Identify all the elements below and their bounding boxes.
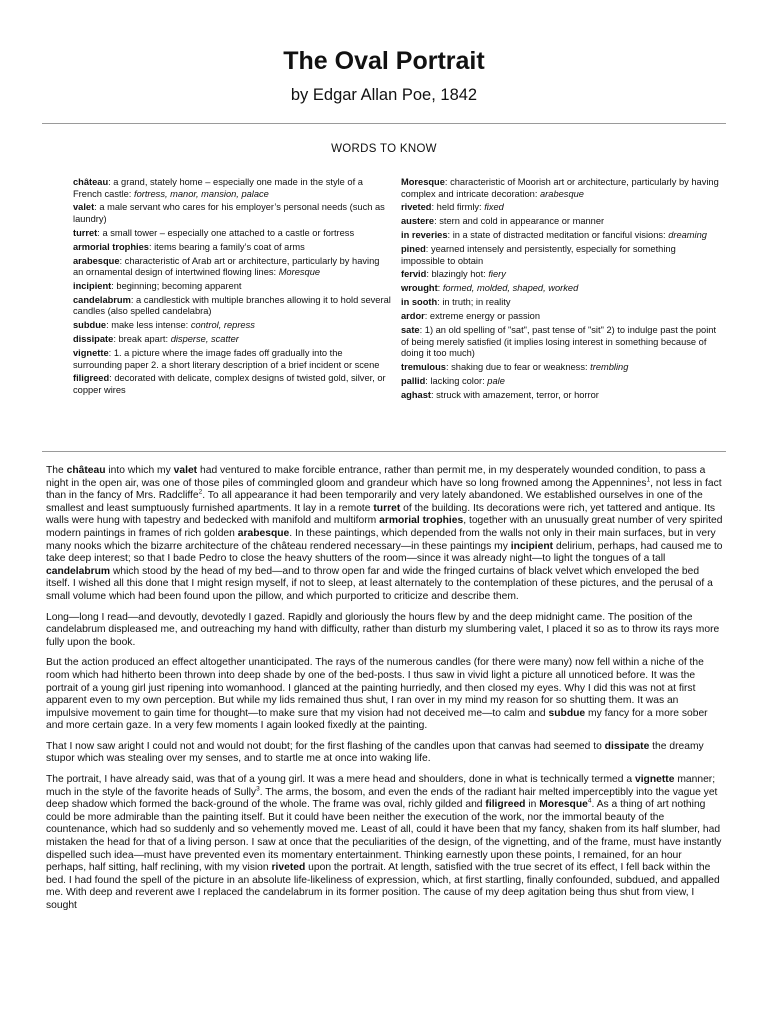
story-paragraph: Long—long I read—and devoutly, devotedly I gazed. Rapidly and gloriously the hours flew by and the deep midnight came. The position of the candelabrum displeased me, and outreaching my hand with difficulty, rather than disturb my slumbering valet, I placed it so as to throw its rays more fully upon the book. xyxy=(46,611,720,648)
text: in xyxy=(525,799,540,811)
text: . The arms, the bosom, and even the ends of the radiant hair melted imperceptibly into the vague yet deep shadow which formed the back-ground of the whole. The frame was oval, richly gilded and xyxy=(46,786,718,811)
glossary-synonyms: fortress, manor, mansion, palace xyxy=(133,188,269,199)
vocab-word: riveted xyxy=(271,862,306,874)
glossary-entry xyxy=(73,295,391,318)
glossary-left-column xyxy=(73,177,391,399)
glossary-entry xyxy=(401,362,719,374)
text: of the building. Its decorations were rich, yet tattered and antique. Its walls were hung with tapestry and bedecked with manifold and multiform xyxy=(46,502,716,527)
glossary-definition: : stern and cold in appearance or manner xyxy=(434,216,605,227)
text: That I now saw aright I could not and would not doubt; for the first flashing of the candles upon that canvas had seemed to xyxy=(46,740,605,752)
glossary-term: in sooth xyxy=(401,297,438,308)
glossary-entry xyxy=(73,202,391,225)
glossary-definition: : 1. a picture where the image fades off gradually into the surrounding paper 2. a short literary description of a brief incident or scene xyxy=(73,348,380,370)
glossary-entry xyxy=(401,202,719,214)
glossary-term: riveted xyxy=(401,202,432,213)
glossary-term: filigreed xyxy=(73,373,110,384)
glossary-term: candelabrum xyxy=(73,294,131,305)
text: into which my xyxy=(105,465,174,476)
glossary-synonyms: disperse, scatter xyxy=(170,334,239,345)
glossary-entry xyxy=(401,390,719,402)
glossary-definition: : decorated with delicate, complex designs of twisted gold, silver, or copper wires xyxy=(73,373,386,395)
glossary-entry xyxy=(401,177,719,200)
footnote-marker: 4 xyxy=(587,797,592,805)
glossary-definition: : a male servant who cares for his employer’s personal needs (such as laundry) xyxy=(73,202,385,224)
glossary-definition: : struck with amazement, terror, or horror xyxy=(430,389,599,400)
glossary-right-column xyxy=(401,177,719,404)
glossary-entry xyxy=(73,256,391,279)
glossary-term: château xyxy=(73,177,109,187)
text: But the action produced an effect altogether unanticipated. The rays of the numerous candles (for there were many) now fell within a niche of the room which had hitherto been thrown into deep shade by one of the bed-posts. I thus saw in vivid light a picture all unnoticed before. It was the portrait of a young girl just ripening into womanhood. I glanced at the painting hurriedly, and then closed my eyes. Why I did this was not at first apparent even to my own perception. But while my lids remained thus shut, I ran over in my mind my reason for so shutting them. It was an impulsive movement to gain time for thought—to make sure that my vision had not deceived me—to calm and xyxy=(46,657,704,719)
glossary-synonyms: dreaming xyxy=(668,230,707,241)
footnote-marker: 1 xyxy=(646,476,651,484)
glossary-definition: : characteristic of Moorish art or architecture, particularly by having complex and intricate decoration: xyxy=(401,177,719,199)
glossary-term: in reveries xyxy=(401,230,448,241)
glossary-entry xyxy=(401,283,719,295)
vocab-word: armorial trophies xyxy=(379,515,464,527)
glossary-definition: : extreme energy or passion xyxy=(424,311,541,322)
glossary-term: wrought xyxy=(401,283,438,294)
glossary-definition: : 1) an old spelling of "sat", past tense of "sit" 2) to indulge past the point of being merely satisfied (it implies losing interest in something because of doing it too much) xyxy=(401,325,717,359)
footnote-marker: 2 xyxy=(198,488,203,496)
text: . To all appearance it had been temporarily and very lately abandoned. We established ourselves in one of the smallest and least sumptuously furnished apartments. It lay in a remote xyxy=(46,490,703,514)
glossary-term: tremulous xyxy=(401,361,446,372)
glossary-definition: : yearned intensely and persistently, especially for something impossible to obtain xyxy=(401,244,676,266)
glossary-entry xyxy=(73,320,391,332)
text: manner; much in the style of the favorite heads of Sully xyxy=(46,774,716,798)
glossary-entry xyxy=(73,228,391,240)
text: . As a thing of art nothing could be more admirable than the painting itself. But it could have been neither the execution of the work, nor the immortal beauty of the countenance, which had so suddenly and so vehemently moved me. Least of all, could it have been that my fancy, shaken from its half slumber, had mistaken the head for that of a living person. I saw at once that the peculiarities of the design, of the vignetting, and of the frame, must have instantly dispelled such idea—must have prevented even its momentary entertainment. Thinking earnestly upon these points, I remained, for an hour perhaps, half sitting, half reclining, with my vision xyxy=(46,799,722,874)
glossary-term: sate xyxy=(401,325,420,336)
text: my fancy for a more sober and more certain gaze. In a very few moments I again looked fixedly at the painting. xyxy=(46,707,708,732)
glossary-entry xyxy=(73,334,391,346)
text: , not less in fact than in the fancy of Mrs. Radcliffe xyxy=(46,477,722,502)
glossary-definition: : in truth; in reality xyxy=(437,297,511,308)
glossary-term: pined xyxy=(401,244,426,255)
glossary-entry xyxy=(73,348,391,371)
text: The portrait, I have already said, was that of a young girl. It was a mere head and shoulders, done in what is technically termed a xyxy=(46,774,635,786)
glossary-term: aghast xyxy=(401,389,431,400)
glossary-synonyms: Moresque xyxy=(278,267,321,278)
glossary-entry xyxy=(401,216,719,228)
vocab-word: subdue xyxy=(548,707,586,719)
words-to-know-heading: WORDS TO KNOW xyxy=(331,143,437,155)
vocab-word: turret xyxy=(373,502,401,514)
vocab-word: Moresque xyxy=(539,799,588,811)
byline: by Edgar Allan Poe, 1842 xyxy=(290,86,478,104)
glossary-term: pallid xyxy=(401,375,426,386)
vocab-word: incipient xyxy=(510,540,554,552)
text: delirium, perhaps, had caused me to take deep interest; so that I bade Pedro to close the heavy shutters of the room—since it was already night—to light the tongues of a tall xyxy=(46,540,723,565)
glossary-definition: : a grand, stately home – especially one made in the style of a French castle: xyxy=(73,177,363,199)
vocab-word: château xyxy=(66,465,106,476)
story-paragraph xyxy=(46,741,724,766)
glossary-synonyms: trembling xyxy=(590,361,629,372)
glossary-definition: : items bearing a family’s coat of arms xyxy=(148,241,305,252)
glossary-entry xyxy=(73,242,391,254)
glossary-synonyms: fixed xyxy=(484,202,504,213)
text: , together with an unusually great number of very spirited modern paintings in frames of rich golden xyxy=(46,515,723,539)
vocab-word: valet xyxy=(173,465,198,476)
divider-top xyxy=(42,123,726,124)
vocab-word: candelabrum xyxy=(46,565,111,577)
footnote-marker: 3 xyxy=(256,785,260,793)
glossary-entry xyxy=(401,297,719,309)
glossary-entry xyxy=(73,373,391,396)
glossary-definition: : in a state of distracted meditation or fanciful visions: xyxy=(447,230,669,241)
glossary-term: armorial trophies xyxy=(73,241,149,252)
glossary-definition: : make less intense: xyxy=(106,320,191,331)
glossary-term: Moresque xyxy=(401,177,445,187)
glossary-term: incipient xyxy=(73,280,112,291)
glossary-entry xyxy=(73,281,391,293)
glossary-term: valet xyxy=(73,202,95,213)
text: the dreamy stupor which was stealing over my senses, and to startle me at once into waking life. xyxy=(46,740,704,765)
glossary-definition: : characteristic of Arab art or architecture, particularly by having an ornamental design of intertwined flowing lines: xyxy=(73,255,380,278)
glossary-definition: : shaking due to fear or weakness: xyxy=(445,361,591,372)
glossary-term: austere xyxy=(401,216,435,227)
glossary-term: subdue xyxy=(73,320,107,331)
glossary-definition: : lacking color: xyxy=(425,375,488,386)
glossary-synonyms: arabesque xyxy=(540,188,584,199)
text: . In these paintings, which depended from the walls not only in their main surfaces, but in very many nooks which the bizarre architecture of the château rendered necessary—in these paintings my xyxy=(46,527,716,552)
glossary-entry xyxy=(401,376,719,388)
glossary-entry xyxy=(401,244,719,267)
glossary-definition: : beginning; becoming apparent xyxy=(111,280,242,291)
glossary-synonyms: pale xyxy=(487,375,505,386)
glossary-term: ardor xyxy=(401,311,425,322)
glossary-synonyms: control, repress xyxy=(190,320,255,331)
glossary-entry xyxy=(401,269,719,281)
glossary-entry xyxy=(73,177,391,200)
glossary-term: vignette xyxy=(73,348,109,359)
page-title: The Oval Portrait xyxy=(283,47,485,75)
vocab-word: vignette xyxy=(634,774,675,786)
story-text xyxy=(46,465,724,921)
glossary-definition: : blazingly hot: xyxy=(426,269,489,280)
story-paragraph xyxy=(46,774,724,913)
text: The xyxy=(46,465,67,476)
divider-bottom xyxy=(42,451,726,452)
glossary-term: dissipate xyxy=(73,334,114,345)
glossary-entry xyxy=(401,311,719,323)
glossary-synonyms: formed, molded, shaped, worked xyxy=(442,283,579,294)
glossary-definition: : xyxy=(437,283,443,294)
glossary-entry xyxy=(401,325,719,360)
vocab-word: filigreed xyxy=(485,799,526,811)
story-paragraph xyxy=(46,657,724,733)
glossary-term: arabesque xyxy=(73,255,120,266)
glossary-term: turret xyxy=(73,227,98,238)
text: which stood by the head of my bed—and to throw open far and wide the fringed curtains of black velvet which enveloped the bed itself. I wished all this done that I might resign myself, if not to sleep, at least alternately to the contemplation of these pictures, and the perusal of a small volume which had been found upon the pillow, and which purported to criticize and describe them. xyxy=(46,565,713,602)
glossary-definition: : a candlestick with multiple branches allowing it to hold several candles (also spelled candelabra) xyxy=(73,294,391,317)
glossary-definition: : a small tower – especially one attached to a castle or fortress xyxy=(97,227,355,238)
glossary-term: fervid xyxy=(401,269,427,280)
text: had ventured to make forcible entrance, rather than permit me, in my desperately wounded condition, to pass a night in the open air, was one of those piles of commingled gloom and grandeur which have so long frowned among the Appennines xyxy=(46,465,706,489)
vocab-word: dissipate xyxy=(604,740,650,752)
vocab-word: arabesque xyxy=(237,527,290,539)
glossary-definition: : break apart: xyxy=(113,334,171,345)
text: upon the portrait. At length, satisfied with the true secret of its effect, I fell back within the bed. I had found the spell of the picture in an absolute life-likeliness of expression, which, at first startling, finally confounded, subdued, and appalled me. With deep and reverent awe I replaced the candelabrum in its former position. The cause of my deep agitation being thus shut from view, I sought xyxy=(46,862,720,911)
glossary-entry xyxy=(401,230,719,242)
glossary-definition: : held firmly: xyxy=(431,202,485,213)
story-paragraph xyxy=(46,465,724,604)
glossary-synonyms: fiery xyxy=(488,269,506,280)
